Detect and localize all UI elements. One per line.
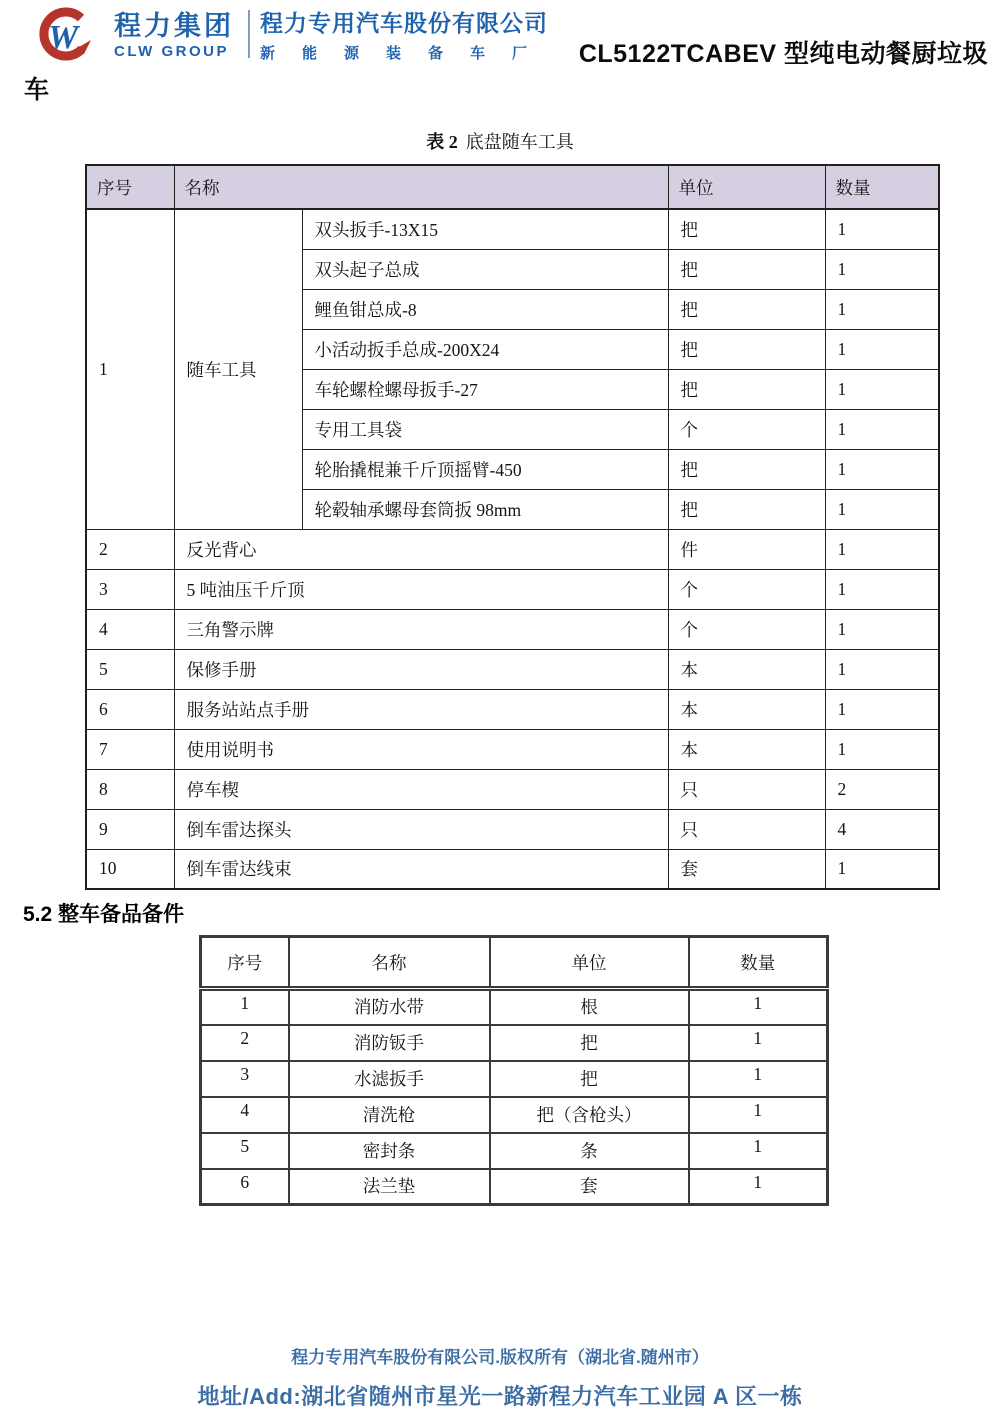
cell-name: 保修手册	[174, 649, 668, 689]
table-row	[86, 649, 939, 689]
table1-caption-text: 底盘随车工具	[465, 132, 574, 152]
cell-name: 消防水带	[289, 989, 490, 1025]
table-row	[86, 769, 939, 809]
clw-logo-icon	[30, 6, 102, 64]
cell-qty: 1	[825, 649, 939, 689]
cell-seq: 9	[86, 809, 174, 849]
cell-item-name: 轮毂轴承螺母套筒扳 98mm	[302, 489, 668, 529]
logo-divider	[248, 10, 250, 58]
cell-name: 密封条	[289, 1133, 490, 1169]
cell-unit: 个	[668, 409, 825, 449]
group-name-cn: 程力集团	[114, 11, 234, 41]
cell-group-name: 随车工具	[174, 209, 302, 529]
svg-text:W: W	[48, 19, 79, 56]
table-row	[201, 1025, 828, 1061]
table1-caption-number: 表 2	[426, 132, 458, 152]
cell-seq: 4	[201, 1097, 289, 1133]
group-name-en: CLW GROUP	[114, 43, 229, 61]
cell-item-name: 双头起子总成	[302, 249, 668, 289]
cell-qty: 1	[825, 369, 939, 409]
table1-header-name: 名称	[174, 165, 668, 209]
cell-unit: 个	[668, 569, 825, 609]
company-subtitle: 新能源装备车厂	[260, 45, 555, 63]
cell-qty: 1	[825, 289, 939, 329]
cell-unit: 把	[490, 1025, 689, 1061]
cell-name: 倒车雷达线束	[174, 849, 668, 889]
cell-unit: 把	[668, 249, 825, 289]
cell-seq: 2	[201, 1025, 289, 1061]
logo-text-block	[114, 12, 234, 60]
cell-unit: 件	[668, 529, 825, 569]
chassis-tools-table-wrap	[85, 164, 938, 890]
cell-qty: 1	[825, 329, 939, 369]
cell-seq: 7	[86, 729, 174, 769]
cell-seq: 6	[86, 689, 174, 729]
table1-header-unit: 单位	[668, 165, 825, 209]
cell-unit: 把	[668, 449, 825, 489]
cell-item-name: 小活动扳手总成-200X24	[302, 329, 668, 369]
cell-seq: 1	[86, 209, 174, 529]
cell-qty: 1	[689, 1025, 828, 1061]
cell-seq: 8	[86, 769, 174, 809]
document-title-line1: CL5122TCABEV 型纯电动餐厨垃圾	[578, 40, 988, 68]
cell-name: 清洗枪	[289, 1097, 490, 1133]
cell-qty: 1	[825, 209, 939, 249]
cell-unit: 本	[668, 689, 825, 729]
cell-unit: 把（含枪头）	[490, 1097, 689, 1133]
cell-unit: 本	[668, 649, 825, 689]
cell-name: 服务站站点手册	[174, 689, 668, 729]
company-block	[260, 11, 554, 63]
table-row	[201, 989, 828, 1025]
cell-qty: 1	[825, 689, 939, 729]
table-row	[86, 209, 939, 249]
cell-unit: 把	[668, 369, 825, 409]
cell-unit: 条	[490, 1133, 689, 1169]
cell-qty: 1	[825, 489, 939, 529]
spare-parts-table-wrap	[199, 935, 830, 1206]
cell-item-name: 车轮螺栓螺母扳手-27	[302, 369, 668, 409]
document-title-line2: 车	[24, 76, 50, 104]
table2-header-qty: 数量	[689, 937, 828, 989]
cell-seq: 5	[201, 1133, 289, 1169]
cell-qty: 1	[825, 849, 939, 889]
cell-item-name: 专用工具袋	[302, 409, 668, 449]
table2-header-row	[201, 937, 828, 989]
table-row	[86, 849, 939, 889]
cell-qty: 1	[825, 409, 939, 449]
cell-unit: 只	[668, 769, 825, 809]
table-row	[86, 729, 939, 769]
cell-unit: 套	[668, 849, 825, 889]
spare-parts-table	[199, 935, 829, 1206]
table2-header-unit: 单位	[490, 937, 689, 989]
table1-caption	[0, 128, 1000, 154]
chassis-tools-table	[85, 164, 940, 890]
cell-qty: 1	[825, 569, 939, 609]
cell-item-name: 轮胎撬棍兼千斤顶摇臂-450	[302, 449, 668, 489]
table-row	[86, 689, 939, 729]
table1-header-row	[86, 165, 939, 209]
cell-seq: 2	[86, 529, 174, 569]
table-row	[86, 609, 939, 649]
table-row	[86, 569, 939, 609]
cell-unit: 只	[668, 809, 825, 849]
cell-seq: 10	[86, 849, 174, 889]
cell-name: 5 吨油压千斤顶	[174, 569, 668, 609]
table-row	[201, 1169, 828, 1205]
cell-seq: 4	[86, 609, 174, 649]
cell-unit: 根	[490, 989, 689, 1025]
cell-qty: 1	[689, 1061, 828, 1097]
cell-name: 三角警示牌	[174, 609, 668, 649]
table-row	[86, 529, 939, 569]
cell-name: 停车楔	[174, 769, 668, 809]
footer-address: 地址/Add:湖北省随州市星光一路新程力汽车工业园 A 区一栋	[197, 1384, 803, 1409]
table2-header-name: 名称	[289, 937, 490, 989]
section-heading-5-2: 5.2 整车备品备件	[23, 903, 185, 926]
cell-seq: 6	[201, 1169, 289, 1205]
cell-unit: 把	[490, 1061, 689, 1097]
cell-name: 反光背心	[174, 529, 668, 569]
cell-item-name: 鲤鱼钳总成-8	[302, 289, 668, 329]
cell-unit: 把	[668, 209, 825, 249]
cell-unit: 把	[668, 289, 825, 329]
footer-copyright: 程力专用汽车股份有限公司.版权所有（湖北省.随州市）	[291, 1348, 709, 1367]
cell-qty: 1	[825, 529, 939, 569]
cell-qty: 1	[689, 1097, 828, 1133]
table-row	[201, 1133, 828, 1169]
cell-qty: 1	[825, 449, 939, 489]
company-name: 程力专用汽车股份有限公司	[260, 10, 548, 36]
cell-name: 法兰垫	[289, 1169, 490, 1205]
cell-name: 使用说明书	[174, 729, 668, 769]
table1-header-seq: 序号	[86, 165, 174, 209]
cell-qty: 1	[825, 729, 939, 769]
cell-seq: 5	[86, 649, 174, 689]
cell-seq: 3	[201, 1061, 289, 1097]
cell-qty: 1	[689, 1133, 828, 1169]
table-row	[86, 809, 939, 849]
cell-seq: 3	[86, 569, 174, 609]
cell-unit: 套	[490, 1169, 689, 1205]
cell-qty: 1	[825, 249, 939, 289]
cell-seq: 1	[201, 989, 289, 1025]
cell-unit: 本	[668, 729, 825, 769]
cell-item-name: 双头扳手-13X15	[302, 209, 668, 249]
cell-qty: 2	[825, 769, 939, 809]
table1-header-qty: 数量	[825, 165, 939, 209]
cell-qty: 1	[689, 989, 828, 1025]
table-row	[201, 1097, 828, 1133]
table2-header-seq: 序号	[201, 937, 289, 989]
table-row	[201, 1061, 828, 1097]
cell-name: 水滤扳手	[289, 1061, 490, 1097]
cell-unit: 个	[668, 609, 825, 649]
cell-name: 倒车雷达探头	[174, 809, 668, 849]
cell-qty: 1	[689, 1169, 828, 1205]
cell-qty: 4	[825, 809, 939, 849]
cell-qty: 1	[825, 609, 939, 649]
cell-unit: 把	[668, 329, 825, 369]
cell-unit: 把	[668, 489, 825, 529]
cell-name: 消防钣手	[289, 1025, 490, 1061]
